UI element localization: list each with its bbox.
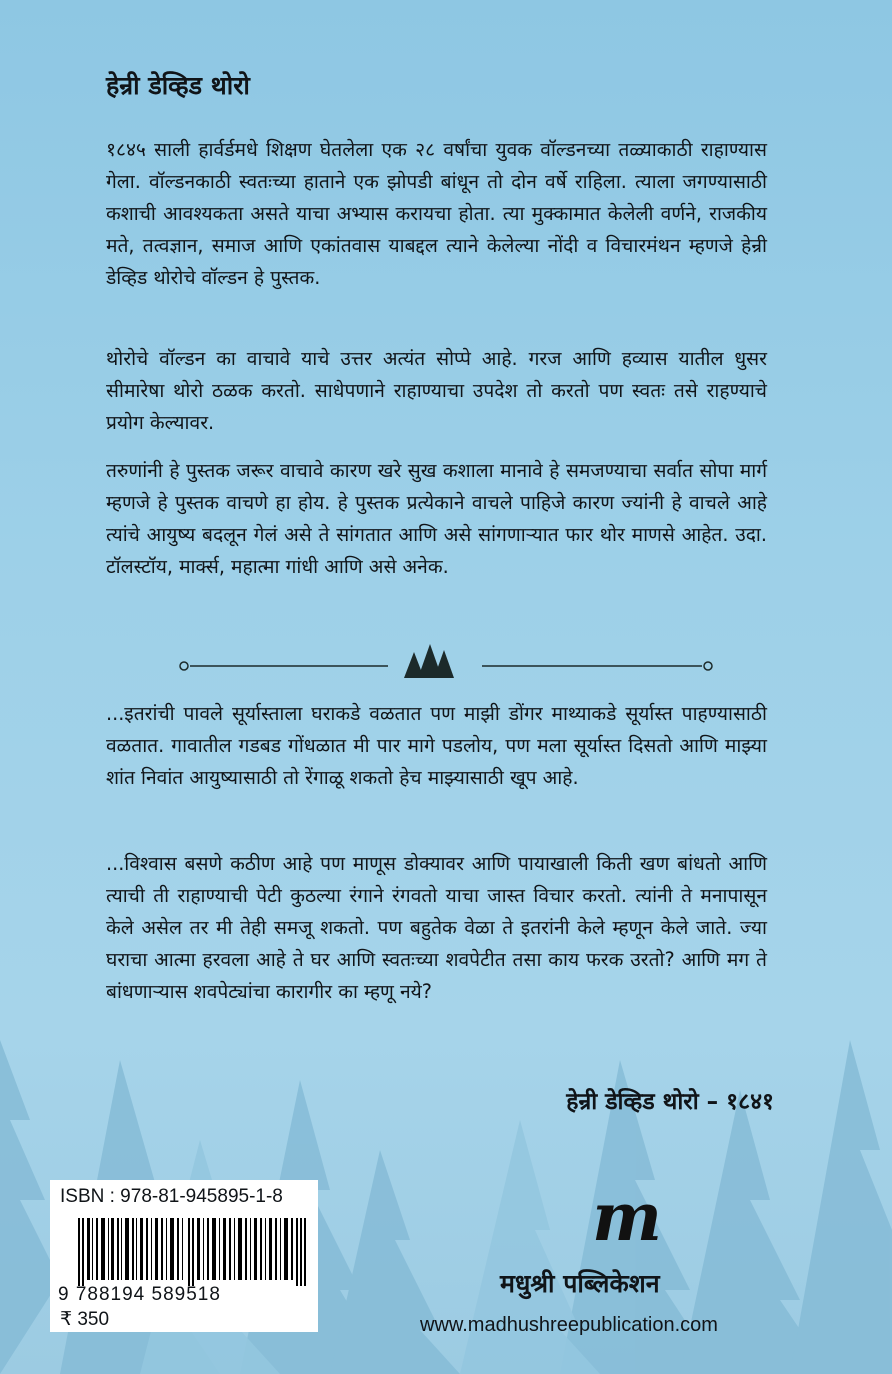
barcode-digits: 9 788194 589518 xyxy=(58,1284,221,1305)
pine-trees-icon xyxy=(404,644,454,678)
quote-signature: हेन्री डेव्हिड थोरो – १८४१ xyxy=(566,1089,774,1115)
recommendation-paragraph: तरुणांनी हे पुस्तक जरूर वाचावे कारण खरे सुख कशाला मानावे हे समजण्याचा सर्वात सोपा मार्ग म्हणजे हे पुस्तक वाचणे हा होय. हे पुस्तक प्रत्येकाने वाचले पाहिजे कारण ज्यांनी हे वाचले आहे त्यांचे आयुष्य बदलून गेलं असे ते सांगतात आणि असे सांगणाऱ्यात फार थोर माणसे आहेत. उदा. टॉलस्टॉय, मार्क्स, महात्मा गांधी आणि असे अनेक. xyxy=(106,459,767,578)
author-heading: हेन्री डेव्हिड थोरो xyxy=(106,71,250,100)
publisher-logo-icon xyxy=(582,1188,672,1250)
price-text: ₹ 350 xyxy=(60,1309,110,1330)
barcode-icon xyxy=(78,1218,306,1286)
publisher-website: www.madhushreepublication.com xyxy=(420,1314,718,1336)
why-read-paragraph: थोरोचे वॉल्डन का वाचावे याचे उत्तर अत्यंत सोप्पे आहे. गरज आणि हव्यास यातील धुसर सीमारेषा थोरो ठळक करतो. साधेपणाने राहाण्याचा उपदेश तो करतो पण स्वतः तसे राहण्याचे प्रयोग केल्यावर. xyxy=(106,347,767,434)
publisher-name: मधुश्री पब्लिकेशन xyxy=(500,1269,660,1298)
quote-coffin: ...विश्वास बसणे कठीण आहे पण माणूस डोक्यावर आणि पायाखाली किती खण बांधतो आणि त्याची ती राहाण्याची पेटी कुठल्या रंगाने रंगवतो याचा जास्त विचार करतो. त्यांनी ते मनापासून केले असेल तर मी तेही समजू शकतो. पण बहुतेक वेळा ते इतरांनी केले म्हणून केले जाते. ज्या घराचा आत्मा हरवला आहे ते घर आणि स्वतःच्या शवपेटीत तसा काय फरक उरतो? आणि मग ते बांधणाऱ्यास शवपेट्यांचा कारागीर का म्हणू नये? xyxy=(106,852,767,1003)
section-divider xyxy=(178,640,714,684)
intro-paragraph: १८४५ साली हार्वर्डमधे शिक्षण घेतलेला एक २८ वर्षांचा युवक वॉल्डनच्या तळ्याकाठी राहाण्यास गेला. वॉल्डनकाठी स्वतःच्या हाताने एक झोपडी बांधून तो दोन वर्षे राहिला. त्याला जगण्यासाठी कशाची आवश्यकता असते याचा अभ्यास करायचा होता. त्या मुक्कामात केलेली वर्णने, राजकीय मते, तत्वज्ञान, समाज आणि एकांतवास याबद्दल त्याने केलेल्या नोंदी व विचारमंथन म्हणजे हेन्री डेव्हिड थोरोचे वॉल्डन हे पुस्तक. xyxy=(106,138,767,289)
logo-letter: m xyxy=(592,1188,662,1250)
quote-sunset: ...इतरांची पावले सूर्यास्ताला घराकडे वळतात पण माझी डोंगर माथ्याकडे सूर्यास्त पाहण्यासाठी वळतात. गावातील गडबड गोंधळात मी पार मागे पडलोय, पण मला सूर्यास्त दिसतो आणि माझ्या शांत निवांत आयुष्यासाठी तो रेंगाळू शकतो हेच माझ्यासाठी खूप आहे. xyxy=(106,702,767,789)
isbn-text: ISBN : 978-81-945895-1-8 xyxy=(60,1186,283,1207)
barcode-label xyxy=(50,1180,318,1332)
